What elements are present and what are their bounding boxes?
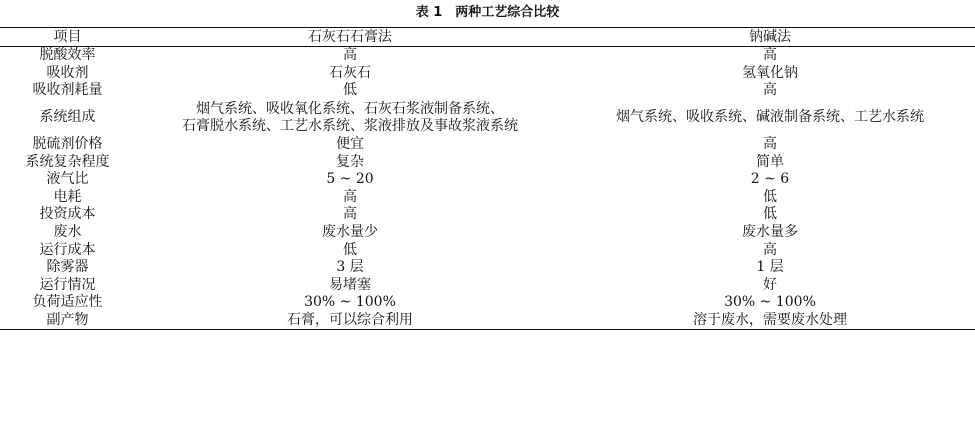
- cell-limestone: 低: [343, 241, 357, 258]
- cell-sodium: 烟气系统、吸收系统、碱液制备系统、工艺水系统: [616, 109, 924, 126]
- cell-sodium: 废水量多: [742, 224, 798, 241]
- cell-sodium: 高: [763, 82, 777, 99]
- table-row: [0, 189, 975, 207]
- row-label: 液气比: [46, 171, 89, 188]
- cell-limestone: 5 ~ 20: [326, 171, 374, 188]
- cell-limestone: 高: [343, 206, 357, 223]
- cell-limestone: 3 层: [336, 259, 364, 276]
- cell-limestone: 复杂: [336, 153, 364, 170]
- cell-sodium: 低: [763, 188, 777, 205]
- row-label: 电耗: [53, 188, 82, 205]
- table-row: [0, 259, 975, 277]
- cell-limestone: 烟气系统、吸收氧化系统、石灰石浆液制备系统、 石膏脱水系统、工艺水系统、浆液排放及事故浆液系统: [182, 100, 518, 134]
- table-row: [0, 224, 975, 242]
- row-label: 负荷适应性: [32, 294, 103, 311]
- row-label: 投资成本: [39, 206, 96, 223]
- cell-sodium: 1 层: [756, 259, 784, 276]
- table-row: [0, 241, 975, 259]
- table-header-row: [0, 28, 975, 47]
- header-sodium-alkali: 钠碱法: [565, 28, 975, 47]
- cell-sodium: 高: [763, 47, 777, 64]
- cell-sodium: 简单: [756, 153, 784, 170]
- cell-limestone: 高: [343, 188, 357, 205]
- cell-limestone: 便宜: [336, 136, 364, 153]
- table-row: [0, 100, 975, 136]
- row-label: 吸收剂耗量: [32, 82, 103, 99]
- table-row: [0, 65, 975, 83]
- cell-limestone: 废水量少: [322, 224, 378, 241]
- table-row: [0, 206, 975, 224]
- table-row: [0, 277, 975, 295]
- comparison-table: [0, 27, 975, 330]
- table-row: [0, 47, 975, 65]
- cell-sodium: 30% ~ 100%: [724, 294, 816, 311]
- row-label: 系统复杂程度: [25, 153, 110, 170]
- cell-limestone: 30% ~ 100%: [304, 294, 396, 311]
- table-row: [0, 82, 975, 100]
- row-label: 系统组成: [39, 109, 96, 126]
- table-row: [0, 171, 975, 189]
- cell-limestone: 石膏，可以综合利用: [135, 312, 565, 330]
- table-row: [0, 312, 975, 330]
- row-label: 废水: [53, 224, 82, 241]
- row-label: 副产物: [0, 312, 135, 330]
- row-label: 吸收剂: [46, 64, 89, 81]
- cell-limestone: 石灰石: [329, 64, 371, 81]
- cell-sodium: 好: [763, 276, 777, 293]
- row-label: 脱酸效率: [39, 47, 96, 64]
- row-label: 运行情况: [39, 276, 96, 293]
- table-row: [0, 136, 975, 154]
- cell-limestone: 易堵塞: [329, 276, 371, 293]
- cell-sodium: 低: [763, 206, 777, 223]
- table-caption: 表 1 两种工艺综合比较: [415, 5, 560, 20]
- row-label: 除雾器: [46, 259, 89, 276]
- cell-sodium: 高: [763, 241, 777, 258]
- cell-limestone: 高: [343, 47, 357, 64]
- row-label: 脱硫剂价格: [32, 136, 103, 153]
- row-label: 运行成本: [39, 241, 96, 258]
- cell-limestone: 低: [343, 82, 357, 99]
- cell-sodium: 氢氧化钠: [742, 64, 798, 81]
- header-item: 项目: [0, 28, 135, 47]
- cell-sodium: 溶于废水，需要废水处理: [565, 312, 975, 330]
- cell-sodium: 高: [763, 136, 777, 153]
- table-row: [0, 153, 975, 171]
- table-row: [0, 294, 975, 312]
- header-limestone-gypsum: 石灰石石膏法: [135, 28, 565, 47]
- cell-sodium: 2 ~ 6: [750, 171, 790, 188]
